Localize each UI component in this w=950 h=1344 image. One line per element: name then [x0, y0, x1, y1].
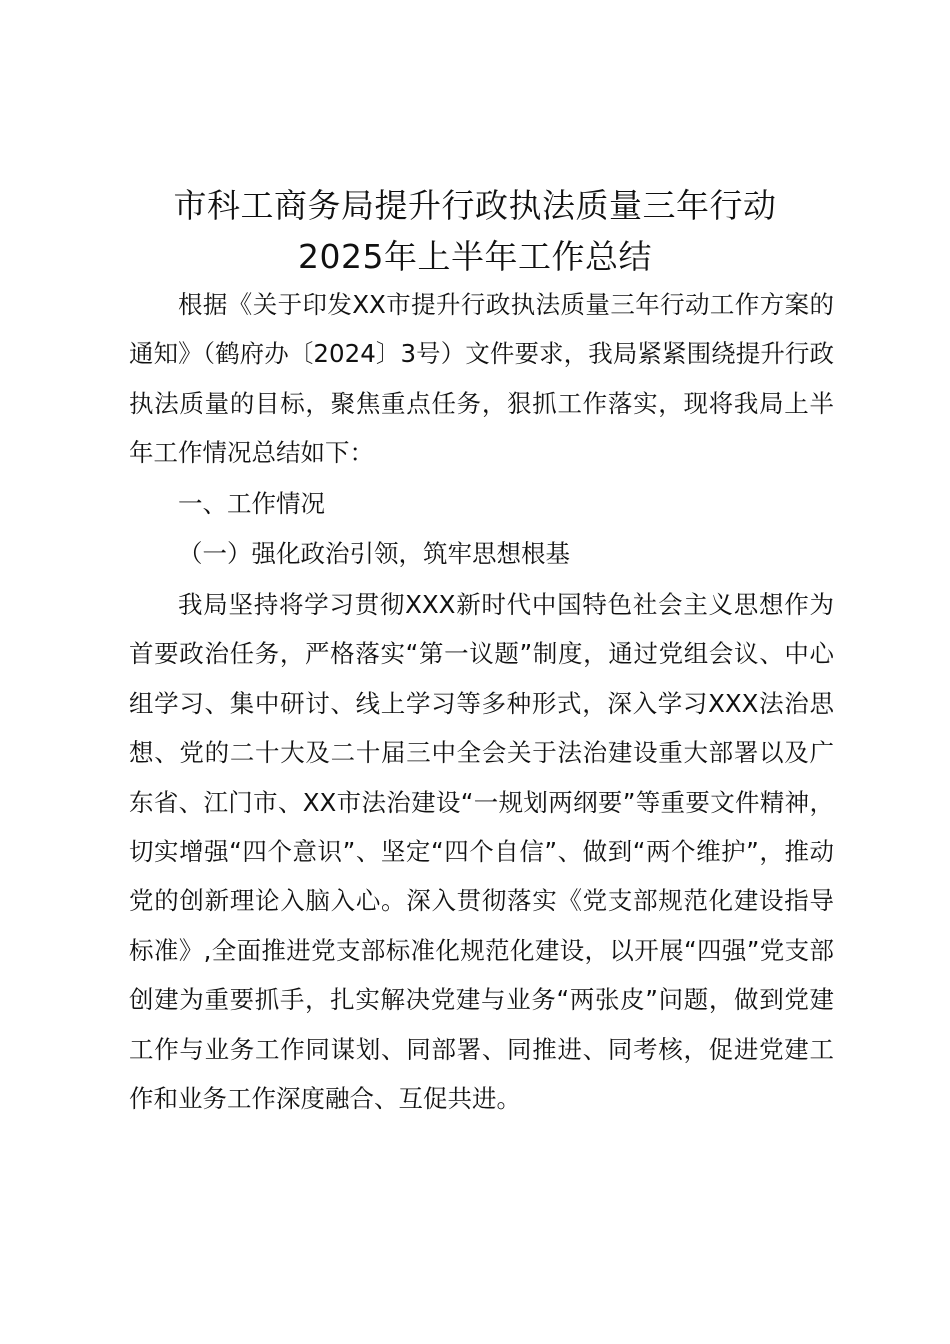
- section-heading: 一、工作情况: [178, 489, 325, 518]
- document-title-line2: 2025年上半年工作总结: [298, 237, 652, 276]
- subsection-paragraph: 我局坚持将学习贯彻XXX新时代中国特色社会主义思想作为首要政治任务，严格落实“第一议题”制度，通过党组会议、中心组学习、集中研讨、线上学习等多种形式，深入学习XXX法治思想、党的二十大及二十届三中全会关于法治建设重大部署以及广东省、江门市、XX市法治建设“一规划两纲要”等重要文件精神，切实增强“四个意识”、坚定“四个自信”、做到“两个维护”，推动党的创新理论入脑入心。深入贯彻落实《党支部规范化建设指导标准》,全面推进党支部标准化规范化建设，以开展“四强”党支部创建为重要抓手，扎实解决党建与业务“两张皮”问题，做到党建工作与业务工作同谋划、同部署、同推进、同考核，促进党建工作和业务工作深度融合、互促共进。: [129, 590, 834, 1114]
- subsection-heading: （一）强化政治引领，筑牢思想根基: [178, 539, 570, 568]
- intro-paragraph: 根据《关于印发XX市提升行政执法质量三年行动工作方案的通知》（鹤府办〔2024〕3号）文件要求，我局紧紧围绕提升行政执法质量的目标，聚焦重点任务，狠抓工作落实，现将我局上半年工作情况总结如下：: [129, 290, 834, 468]
- document-title-line1: 市科工商务局提升行政执法质量三年行动: [173, 186, 777, 225]
